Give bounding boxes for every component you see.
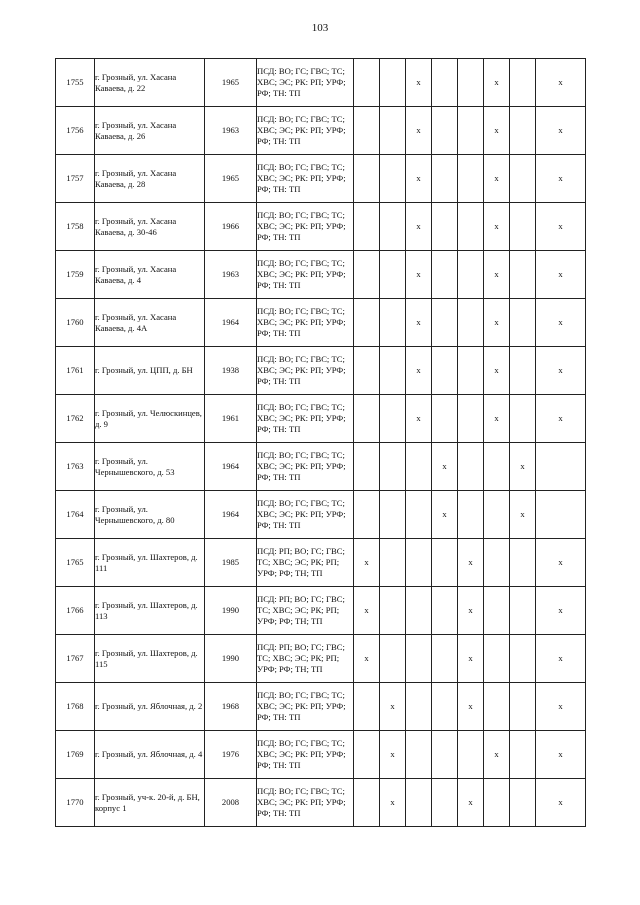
mark-cell-3: х	[406, 395, 432, 443]
mark-cell-7	[510, 251, 536, 299]
mark-cell-8: х	[536, 539, 586, 587]
mark-cell-4	[432, 395, 458, 443]
mark-cell-5	[458, 107, 484, 155]
documentation-codes-cell: ПСД: ВО; ГС; ГВС; ТС; ХВС; ЭС; РК: РП; УРФ; РФ; ТН: ТП	[257, 731, 354, 779]
mark-cell-7: х	[510, 443, 536, 491]
mark-cell-4	[432, 347, 458, 395]
mark-cell-7	[510, 731, 536, 779]
mark-cell-8: х	[536, 731, 586, 779]
mark-cell-3: х	[406, 59, 432, 107]
documentation-codes-cell: ПСД: ВО; ГС; ГВС; ТС; ХВС; ЭС; РК: РП; УРФ; РФ; ТН: ТП	[257, 59, 354, 107]
mark-cell-4	[432, 299, 458, 347]
mark-cell-2	[380, 539, 406, 587]
mark-cell-7	[510, 107, 536, 155]
row-number-cell: 1769	[56, 731, 95, 779]
mark-cell-8: х	[536, 587, 586, 635]
mark-cell-1: х	[354, 539, 380, 587]
mark-cell-2	[380, 251, 406, 299]
address-cell: г. Грозный, ул. ЦПП, д. БН	[95, 347, 205, 395]
row-number-cell: 1764	[56, 491, 95, 539]
mark-cell-5	[458, 731, 484, 779]
mark-cell-8	[536, 491, 586, 539]
table-row	[56, 347, 586, 395]
mark-cell-3	[406, 683, 432, 731]
mark-cell-5: х	[458, 587, 484, 635]
mark-cell-1	[354, 491, 380, 539]
mark-cell-8: х	[536, 299, 586, 347]
year-built-cell: 1963	[205, 251, 257, 299]
row-number-cell: 1768	[56, 683, 95, 731]
mark-cell-8: х	[536, 347, 586, 395]
mark-cell-6: х	[484, 347, 510, 395]
mark-cell-3: х	[406, 155, 432, 203]
documentation-codes-cell: ПСД: ВО; ГС; ГВС; ТС; ХВС; ЭС; РК: РП; УРФ; РФ; ТН: ТП	[257, 683, 354, 731]
mark-cell-4	[432, 779, 458, 827]
address-cell: г. Грозный, ул. Яблочная, д. 4	[95, 731, 205, 779]
address-cell: г. Грозный, ул. Шахтеров, д. 111	[95, 539, 205, 587]
table-row	[56, 203, 586, 251]
address-cell: г. Грозный, ул. Яблочная, д. 2	[95, 683, 205, 731]
address-cell: г. Грозный, ул. Хасана Каваева, д. 4А	[95, 299, 205, 347]
mark-cell-5	[458, 251, 484, 299]
table-row	[56, 59, 586, 107]
mark-cell-5	[458, 491, 484, 539]
mark-cell-3	[406, 635, 432, 683]
mark-cell-1	[354, 731, 380, 779]
mark-cell-3: х	[406, 299, 432, 347]
mark-cell-5: х	[458, 635, 484, 683]
table-row	[56, 443, 586, 491]
row-number-cell: 1766	[56, 587, 95, 635]
mark-cell-4	[432, 107, 458, 155]
mark-cell-6	[484, 779, 510, 827]
mark-cell-1	[354, 203, 380, 251]
mark-cell-5	[458, 443, 484, 491]
mark-cell-6: х	[484, 251, 510, 299]
table-row	[56, 299, 586, 347]
mark-cell-7	[510, 539, 536, 587]
mark-cell-2	[380, 587, 406, 635]
mark-cell-6	[484, 539, 510, 587]
mark-cell-2	[380, 347, 406, 395]
row-number-cell: 1761	[56, 347, 95, 395]
mark-cell-4	[432, 203, 458, 251]
address-cell: г. Грозный, ул. Хасана Каваева, д. 26	[95, 107, 205, 155]
year-built-cell: 1968	[205, 683, 257, 731]
mark-cell-8: х	[536, 683, 586, 731]
table-row	[56, 539, 586, 587]
mark-cell-2: х	[380, 779, 406, 827]
mark-cell-7: х	[510, 491, 536, 539]
address-cell: г. Грозный, ул. Хасана Каваева, д. 22	[95, 59, 205, 107]
mark-cell-3: х	[406, 251, 432, 299]
year-built-cell: 1965	[205, 155, 257, 203]
mark-cell-5: х	[458, 779, 484, 827]
documentation-codes-cell: ПСД: ВО; ГС; ГВС; ТС; ХВС; ЭС; РК: РП; УРФ; РФ; ТН: ТП	[257, 203, 354, 251]
row-number-cell: 1757	[56, 155, 95, 203]
year-built-cell: 1938	[205, 347, 257, 395]
row-number-cell: 1763	[56, 443, 95, 491]
mark-cell-7	[510, 635, 536, 683]
mark-cell-8	[536, 443, 586, 491]
mark-cell-8: х	[536, 251, 586, 299]
row-number-cell: 1765	[56, 539, 95, 587]
mark-cell-2	[380, 443, 406, 491]
mark-cell-8: х	[536, 59, 586, 107]
mark-cell-4	[432, 731, 458, 779]
mark-cell-2	[380, 107, 406, 155]
mark-cell-4: х	[432, 491, 458, 539]
mark-cell-3	[406, 587, 432, 635]
table-row	[56, 779, 586, 827]
row-number-cell: 1767	[56, 635, 95, 683]
mark-cell-5	[458, 347, 484, 395]
mark-cell-7	[510, 683, 536, 731]
mark-cell-3	[406, 539, 432, 587]
mark-cell-4	[432, 251, 458, 299]
mark-cell-2	[380, 59, 406, 107]
mark-cell-1: х	[354, 587, 380, 635]
mark-cell-1	[354, 59, 380, 107]
building-register-table	[55, 58, 586, 827]
table-row	[56, 683, 586, 731]
mark-cell-8: х	[536, 395, 586, 443]
mark-cell-7	[510, 155, 536, 203]
mark-cell-2	[380, 299, 406, 347]
mark-cell-7	[510, 59, 536, 107]
mark-cell-1	[354, 251, 380, 299]
mark-cell-7	[510, 203, 536, 251]
mark-cell-1	[354, 107, 380, 155]
address-cell: г. Грозный, уч-к. 20-й, д. БН, корпус 1	[95, 779, 205, 827]
mark-cell-2	[380, 395, 406, 443]
table-row	[56, 155, 586, 203]
mark-cell-7	[510, 299, 536, 347]
mark-cell-8: х	[536, 203, 586, 251]
table-row	[56, 395, 586, 443]
row-number-cell: 1758	[56, 203, 95, 251]
year-built-cell: 1990	[205, 587, 257, 635]
mark-cell-6: х	[484, 299, 510, 347]
mark-cell-7	[510, 587, 536, 635]
year-built-cell: 1964	[205, 443, 257, 491]
year-built-cell: 1966	[205, 203, 257, 251]
mark-cell-4	[432, 683, 458, 731]
documentation-codes-cell: ПСД: ВО; ГС; ГВС; ТС; ХВС; ЭС; РК: РП; УРФ; РФ; ТН: ТП	[257, 443, 354, 491]
mark-cell-7	[510, 779, 536, 827]
mark-cell-4	[432, 155, 458, 203]
mark-cell-3	[406, 779, 432, 827]
mark-cell-4	[432, 59, 458, 107]
mark-cell-5	[458, 155, 484, 203]
mark-cell-5	[458, 395, 484, 443]
mark-cell-8: х	[536, 107, 586, 155]
documentation-codes-cell: ПСД: ВО; ГС; ГВС; ТС; ХВС; ЭС; РК: РП; УРФ; РФ; ТН: ТП	[257, 491, 354, 539]
row-number-cell: 1770	[56, 779, 95, 827]
documentation-codes-cell: ПСД: ВО; ГС; ГВС; ТС; ХВС; ЭС; РК: РП; УРФ; РФ; ТН: ТП	[257, 299, 354, 347]
address-cell: г. Грозный, ул. Чернышевского, д. 53	[95, 443, 205, 491]
mark-cell-6: х	[484, 203, 510, 251]
mark-cell-6	[484, 443, 510, 491]
table-body	[56, 59, 586, 827]
year-built-cell: 1985	[205, 539, 257, 587]
documentation-codes-cell: ПСД: ВО; ГС; ГВС; ТС; ХВС; ЭС; РК: РП; УРФ; РФ; ТН: ТП	[257, 395, 354, 443]
table-row	[56, 491, 586, 539]
row-number-cell: 1759	[56, 251, 95, 299]
documentation-codes-cell: ПСД: РП; ВО; ГС; ГВС; ТС; ХВС; ЭС; РК; РП; УРФ; РФ; ТН; ТП	[257, 635, 354, 683]
mark-cell-4	[432, 539, 458, 587]
mark-cell-6: х	[484, 395, 510, 443]
mark-cell-3: х	[406, 107, 432, 155]
documentation-codes-cell: ПСД: ВО; ГС; ГВС; ТС; ХВС; ЭС; РК: РП; УРФ; РФ; ТН: ТП	[257, 107, 354, 155]
mark-cell-5: х	[458, 683, 484, 731]
mark-cell-1	[354, 779, 380, 827]
mark-cell-5	[458, 59, 484, 107]
address-cell: г. Грозный, ул. Шахтеров, д. 115	[95, 635, 205, 683]
mark-cell-6	[484, 587, 510, 635]
row-number-cell: 1762	[56, 395, 95, 443]
documentation-codes-cell: ПСД: ВО; ГС; ГВС; ТС; ХВС; ЭС; РК: РП; УРФ; РФ; ТН: ТП	[257, 251, 354, 299]
table-row	[56, 107, 586, 155]
table-row	[56, 251, 586, 299]
mark-cell-3	[406, 443, 432, 491]
page-number: 103	[311, 22, 329, 34]
mark-cell-8: х	[536, 155, 586, 203]
year-built-cell: 1965	[205, 59, 257, 107]
address-cell: г. Грозный, ул. Чернышевского, д. 80	[95, 491, 205, 539]
address-cell: г. Грозный, ул. Хасана Каваева, д. 30-46	[95, 203, 205, 251]
mark-cell-1	[354, 683, 380, 731]
mark-cell-8: х	[536, 779, 586, 827]
mark-cell-6: х	[484, 107, 510, 155]
mark-cell-4: х	[432, 443, 458, 491]
address-cell: г. Грозный, ул. Хасана Каваева, д. 28	[95, 155, 205, 203]
year-built-cell: 1990	[205, 635, 257, 683]
mark-cell-2	[380, 155, 406, 203]
documentation-codes-cell: ПСД: РП; ВО; ГС; ГВС; ТС; ХВС; ЭС; РК; РП; УРФ; РФ; ТН; ТП	[257, 539, 354, 587]
table-row	[56, 587, 586, 635]
mark-cell-3	[406, 731, 432, 779]
year-built-cell: 2008	[205, 779, 257, 827]
row-number-cell: 1756	[56, 107, 95, 155]
documentation-codes-cell: ПСД: ВО; ГС; ГВС; ТС; ХВС; ЭС; РК: РП; УРФ; РФ; ТН: ТП	[257, 779, 354, 827]
mark-cell-1	[354, 395, 380, 443]
mark-cell-2: х	[380, 683, 406, 731]
mark-cell-6	[484, 683, 510, 731]
mark-cell-6: х	[484, 155, 510, 203]
mark-cell-2	[380, 203, 406, 251]
mark-cell-5	[458, 203, 484, 251]
row-number-cell: 1755	[56, 59, 95, 107]
mark-cell-6	[484, 491, 510, 539]
address-cell: г. Грозный, ул. Шахтеров, д. 113	[95, 587, 205, 635]
table-row	[56, 635, 586, 683]
mark-cell-2: х	[380, 731, 406, 779]
mark-cell-1	[354, 443, 380, 491]
mark-cell-2	[380, 491, 406, 539]
address-cell: г. Грозный, ул. Хасана Каваева, д. 4	[95, 251, 205, 299]
mark-cell-6: х	[484, 59, 510, 107]
mark-cell-1	[354, 299, 380, 347]
year-built-cell: 1976	[205, 731, 257, 779]
mark-cell-8: х	[536, 635, 586, 683]
documentation-codes-cell: ПСД: РП; ВО; ГС; ГВС; ТС; ХВС; ЭС; РК; РП; УРФ; РФ; ТН; ТП	[257, 587, 354, 635]
mark-cell-4	[432, 587, 458, 635]
year-built-cell: 1961	[205, 395, 257, 443]
mark-cell-3: х	[406, 347, 432, 395]
mark-cell-6	[484, 635, 510, 683]
documentation-codes-cell: ПСД: ВО; ГС; ГВС; ТС; ХВС; ЭС; РК: РП; УРФ; РФ; ТН: ТП	[257, 155, 354, 203]
mark-cell-7	[510, 347, 536, 395]
mark-cell-1: х	[354, 635, 380, 683]
mark-cell-5	[458, 299, 484, 347]
mark-cell-5: х	[458, 539, 484, 587]
mark-cell-2	[380, 635, 406, 683]
mark-cell-1	[354, 155, 380, 203]
mark-cell-3	[406, 491, 432, 539]
address-cell: г. Грозный, ул. Челюскинцев, д. 9	[95, 395, 205, 443]
mark-cell-6: х	[484, 731, 510, 779]
row-number-cell: 1760	[56, 299, 95, 347]
year-built-cell: 1964	[205, 299, 257, 347]
mark-cell-4	[432, 635, 458, 683]
mark-cell-3: х	[406, 203, 432, 251]
mark-cell-1	[354, 347, 380, 395]
year-built-cell: 1964	[205, 491, 257, 539]
year-built-cell: 1963	[205, 107, 257, 155]
table-row	[56, 731, 586, 779]
mark-cell-7	[510, 395, 536, 443]
documentation-codes-cell: ПСД: ВО; ГС; ГВС; ТС; ХВС; ЭС; РК: РП; УРФ; РФ; ТН: ТП	[257, 347, 354, 395]
